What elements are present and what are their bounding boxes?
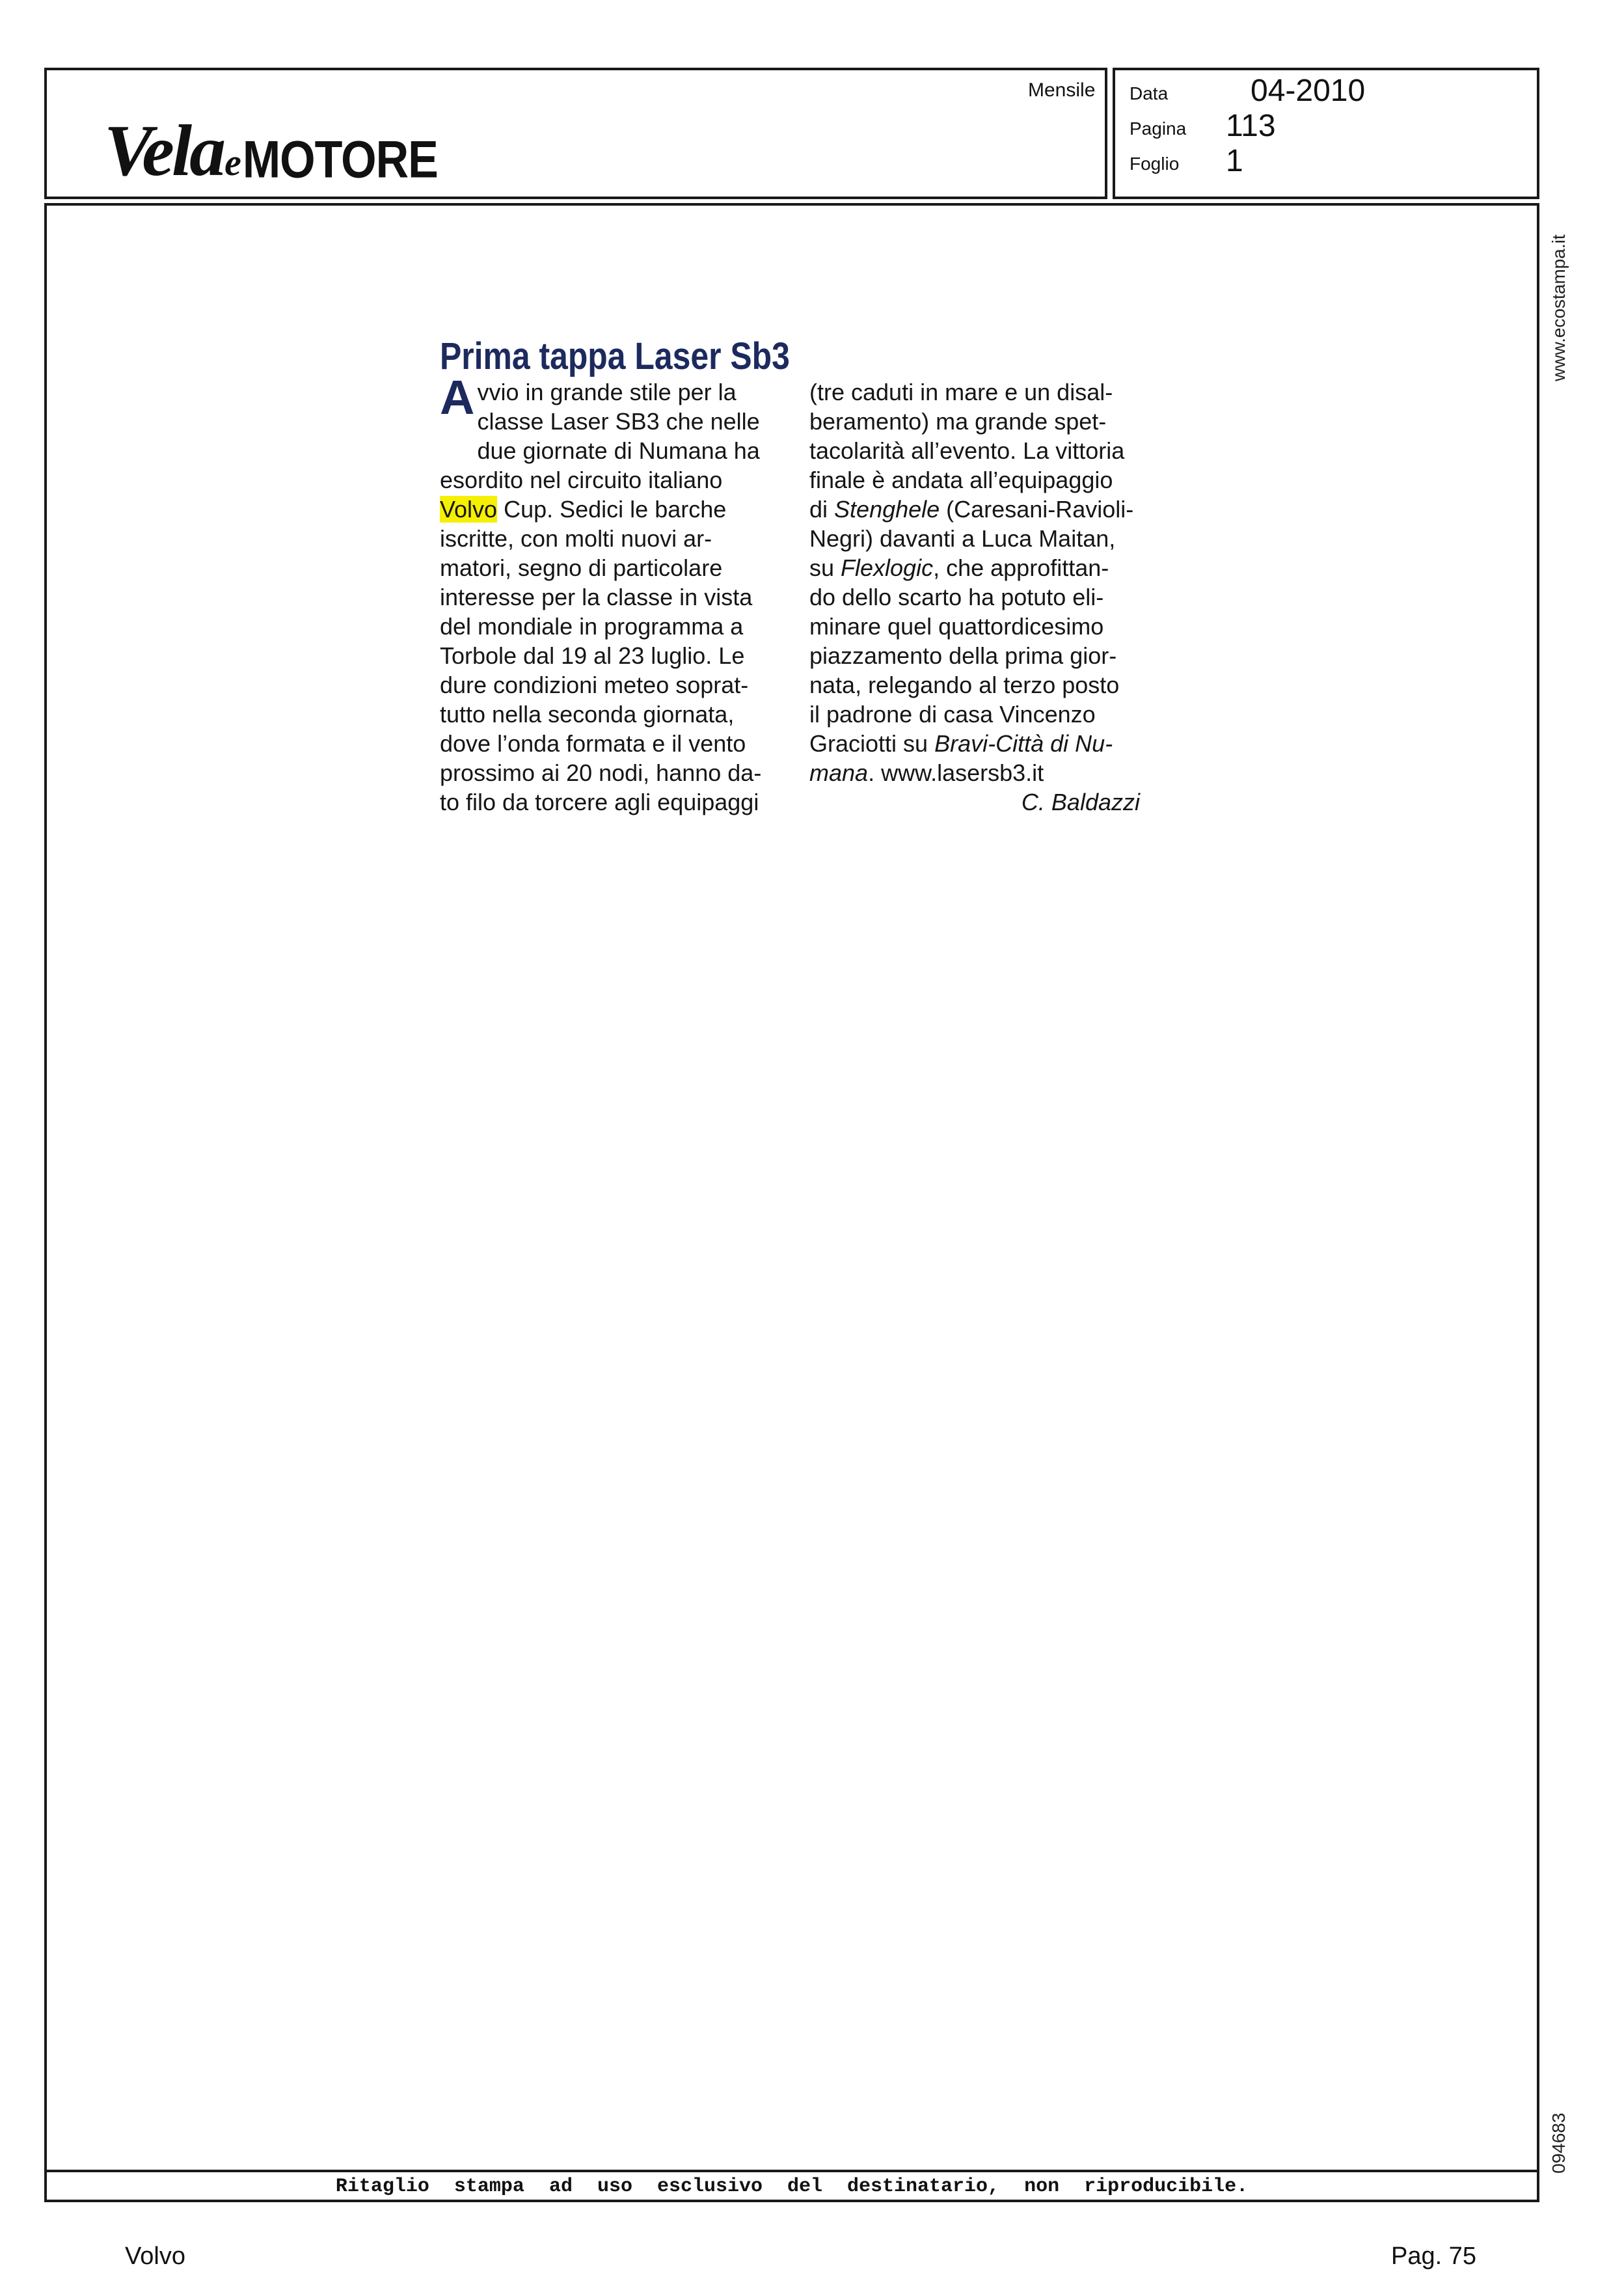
website-vertical-text: www.ecostampa.it (1549, 234, 1569, 381)
article-line: vvio in grande stile per la (477, 379, 737, 405)
frequency-label: Mensile (1028, 79, 1096, 101)
notice-word: riproducibile. (1084, 2176, 1249, 2198)
article-line-part: . www.lasersb3.it (868, 759, 1044, 786)
article-line (809, 495, 1140, 524)
drop-cap: A (440, 370, 475, 424)
article-line-part: (Caresani-Ravioli- (940, 496, 1134, 523)
article-line: esordito nel circuito italiano (440, 467, 723, 493)
boat-name: Flexlogic (841, 554, 934, 581)
notice-word: non (1024, 2176, 1060, 2198)
notice-word: destinatario, (847, 2176, 1000, 2198)
notice-word: stampa (453, 2176, 524, 2198)
foglio-value: 1 (1226, 144, 1243, 178)
article-line: prossimo ai 20 nodi, hanno da- (440, 759, 762, 786)
article-line (809, 729, 1140, 758)
article-byline: C. Baldazzi (1021, 789, 1140, 815)
notice-word: del (787, 2176, 823, 2198)
client-name: Volvo (125, 2243, 185, 2270)
article-line: nata, relegando al terzo posto (809, 672, 1120, 698)
article-line: Torbole dal 19 al 23 luglio. Le (440, 642, 745, 669)
article-line: minare quel quattordicesimo (809, 613, 1104, 640)
notice-word: uso (597, 2176, 632, 2198)
article-line (809, 553, 1140, 582)
footer-divider (44, 2170, 1539, 2172)
article-line-part: , che approfittan- (933, 554, 1109, 581)
article-title: Prima tappa Laser Sb3 (440, 335, 790, 377)
article-line: due giornate di Numana ha (477, 437, 760, 464)
article-line: il padrone di casa Vincenzo (809, 701, 1096, 728)
article-line: classe Laser SB3 che nelle (477, 408, 760, 435)
article-line: del mondiale in programma a (440, 613, 744, 640)
article-line (440, 495, 761, 524)
article-line: (tre caduti in mare e un disal- (809, 379, 1113, 405)
article-line: do dello scarto ha potuto eli- (809, 584, 1104, 610)
page-number: Pag. 75 (1391, 2243, 1476, 2270)
reproduction-notice (44, 2174, 1539, 2200)
article-line: dove l’onda formata e il vento (440, 730, 746, 757)
logo-motore-text: MOTORE (242, 130, 438, 189)
article-line: tutto nella seconda giornata, (440, 701, 735, 728)
article-line: iscritte, con molti nuovi ar- (440, 525, 712, 552)
highlighted-keyword: Volvo (440, 496, 498, 523)
code-vertical-text: 094683 (1549, 2112, 1569, 2174)
data-label: Data (1130, 83, 1169, 103)
publication-logo (104, 109, 438, 193)
article-column-right (809, 377, 1140, 817)
article-line: to filo da torcere agli equipaggi (440, 789, 759, 815)
notice-word: Ritaglio (335, 2176, 429, 2198)
article-line: interesse per la classe in vista (440, 584, 753, 610)
data-value: 04-2010 (1251, 74, 1366, 108)
clipping-body-frame (44, 203, 1539, 2202)
article-line (809, 758, 1140, 787)
notice-word: esclusivo (656, 2176, 763, 2198)
logo-vela-text: Vela (104, 111, 224, 191)
foglio-label: Foglio (1130, 154, 1180, 174)
article-line: beramento) ma grande spet- (809, 408, 1107, 435)
article-line-part: Graciotti su (809, 730, 935, 757)
logo-e-text: e (224, 141, 241, 184)
boat-name: Bravi-Città di Nu- (934, 730, 1113, 757)
article-line: tacolarità all’evento. La vittoria (809, 437, 1125, 464)
boat-name: Stenghele (834, 496, 940, 523)
article-line: dure condizioni meteo soprat- (440, 672, 749, 698)
boat-name: mana (809, 759, 869, 786)
article-line: piazzamento della prima gior- (809, 642, 1117, 669)
pagina-label: Pagina (1130, 118, 1187, 139)
article-line-part: su (809, 554, 841, 581)
article-line: Negri) davanti a Luca Maitan, (809, 525, 1116, 552)
article-line-part: di (809, 496, 835, 523)
article-column-left (440, 370, 762, 817)
article-line-rest: Cup. Sedici le barche (497, 496, 727, 523)
article-line: matori, segno di particolare (440, 554, 723, 581)
article-line: finale è andata all’equipaggio (809, 467, 1113, 493)
pagina-value: 113 (1226, 109, 1276, 143)
notice-word: ad (548, 2176, 573, 2198)
